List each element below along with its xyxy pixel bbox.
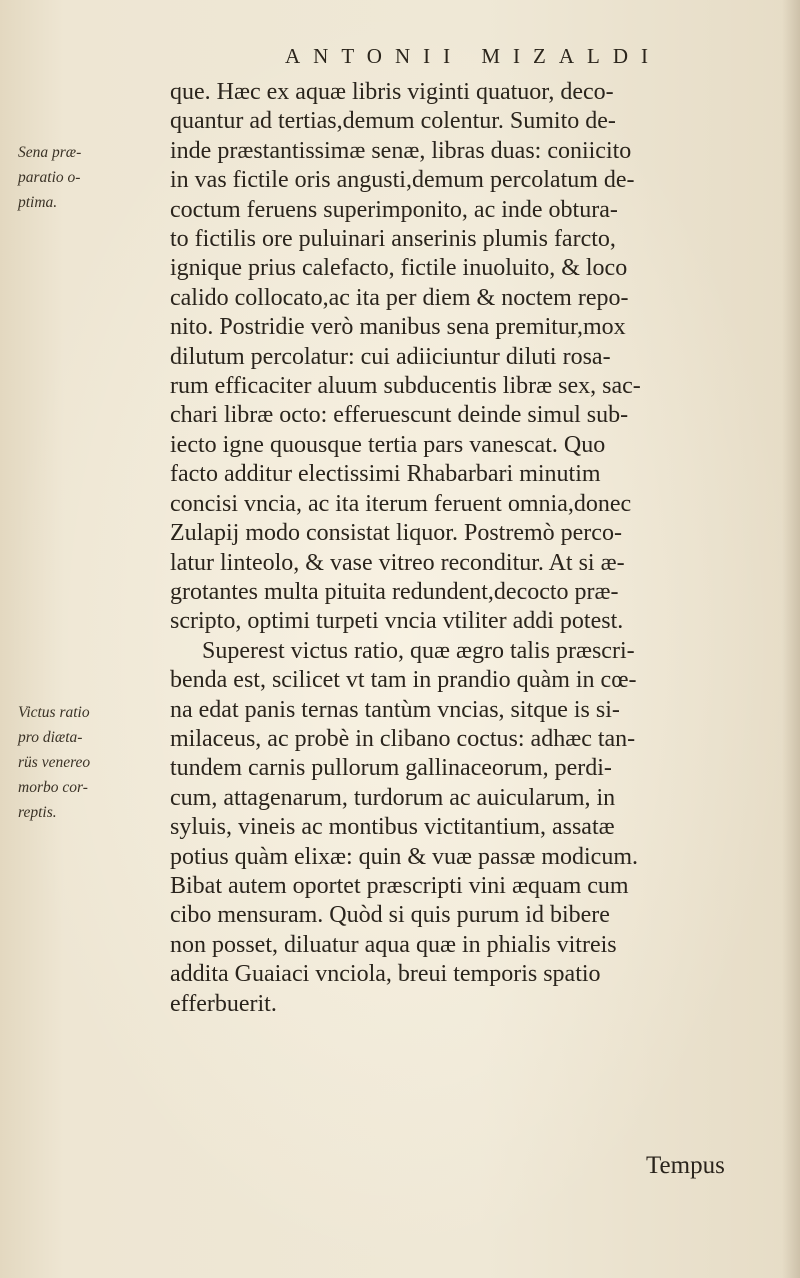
text-line: facto additur electissimi Rhabarbari minutim <box>170 461 601 488</box>
text-line: latur linteolo, & vase vitreo reconditur. At si æ- <box>170 549 625 576</box>
text-line: cibo mensuram. Quòd si quis purum id bibere <box>170 902 610 929</box>
text-line: Superest victus ratio, quæ ægro talis præscri- <box>202 637 635 664</box>
margin-note-line: morbo cor- <box>18 779 88 796</box>
text-line: nito. Postridie verò manibus sena premitur,mox <box>170 314 626 341</box>
text-line: calido collocato,ac ita per diem & noctem repo- <box>170 284 629 311</box>
text-line: potius quàm elixæ: quin & vuæ passæ modicum. <box>170 843 638 870</box>
text-line: tundem carnis pullorum gallinaceorum, perdi- <box>170 755 612 782</box>
text-line: in vas fictile oris angusti,demum percolatum de- <box>170 167 635 194</box>
body-text <box>170 78 770 1019</box>
text-line: Bibat autem oportet præscripti vini æquam cum <box>170 872 629 899</box>
text-line: milaceus, ac probè in clibano coctus: adhæc tan- <box>170 725 636 752</box>
text-line: na edat panis ternas tantùm vncias, sitque is si- <box>170 696 620 723</box>
margin-note-line: pro diæta- <box>18 729 83 746</box>
text-line: inde præstantissimæ senæ, libras duas: coniicito <box>170 137 632 164</box>
text-line: cum, attagenarum, turdorum ac auicularum, in <box>170 784 616 811</box>
margin-note-line: Sena præ- <box>18 144 82 161</box>
text-line: chari libræ octo: efferuescunt deinde simul sub- <box>170 402 629 429</box>
running-head: ANTONII MIZALDI <box>285 44 661 68</box>
text-line: efferbuerit. <box>170 990 277 1017</box>
text-line: benda est, scilicet vt tam in prandio quàm in cœ- <box>170 667 637 694</box>
catchword: Tempus <box>646 1152 725 1179</box>
margin-note-line: paratio o- <box>18 169 81 186</box>
text-line: ignique prius calefacto, fictile inuoluito, & loco <box>170 255 628 282</box>
text-line: grotantes multa pituita redundent,decocto præ- <box>170 578 619 605</box>
text-line: dilutum percolatur: cui adiiciuntur diluti rosa- <box>170 343 611 370</box>
text-line: iecto igne quousque tertia pars vanescat. Quo <box>170 431 606 458</box>
text-line: to fictilis ore puluinari anserinis plumis farcto, <box>170 226 616 253</box>
text-line: coctum feruens superimponito, ac inde obtura- <box>170 196 618 223</box>
text-line: addita Guaiaci vnciola, breui temporis spatio <box>170 961 601 988</box>
text-line: Zulapij modo consistat liquor. Postremò perco- <box>170 520 622 547</box>
margin-note-sena <box>18 140 168 215</box>
text-line: syluis, vineis ac montibus victitantium, assatæ <box>170 814 615 841</box>
margin-note-line: ptima. <box>18 194 58 211</box>
text-line: quantur ad tertias,demum colentur. Sumito de- <box>170 108 616 135</box>
page-edge-shadow <box>782 0 800 1278</box>
text-line: non posset, diluatur aqua quæ in phialis vitreis <box>170 931 617 958</box>
margin-note-line: rüs venereo <box>18 754 91 771</box>
text-line: scripto, optimi turpeti vncia vtiliter addi potest. <box>170 608 624 635</box>
margin-note-line: Victus ratio <box>18 704 90 721</box>
text-line: rum efficaciter aluum subducentis libræ sex, sac- <box>170 373 641 400</box>
text-line: que. Hæc ex aquæ libris viginti quatuor, deco- <box>170 79 614 105</box>
text-line: concisi vncia, ac ita iterum feruent omnia,donec <box>170 490 632 517</box>
margin-note-line: reptis. <box>18 804 57 821</box>
margin-note-victus <box>18 700 168 825</box>
